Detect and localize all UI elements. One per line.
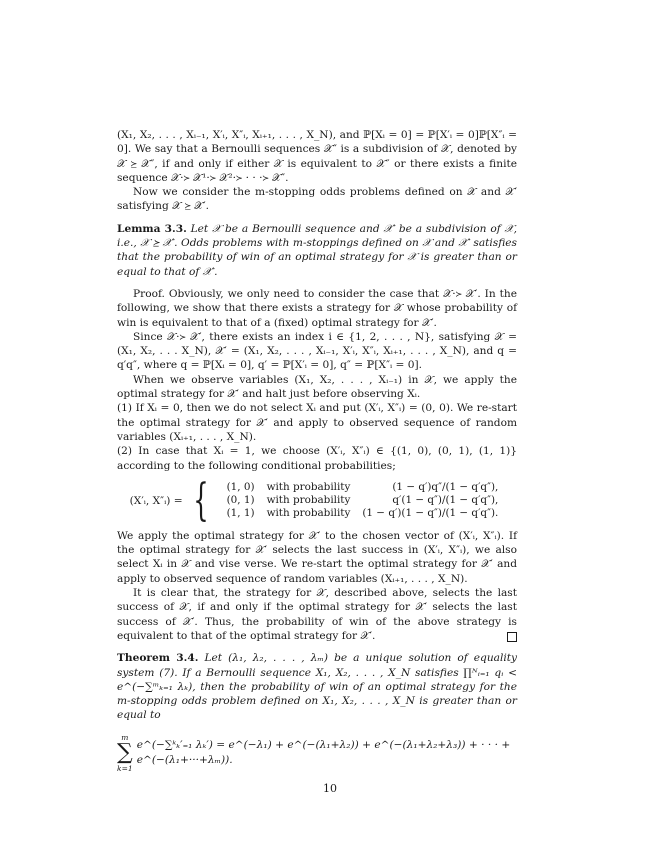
sum-lower-limit: k=1 [117,763,133,773]
theorem-3-4 [117,651,517,722]
proof-paragraph-conclusion [117,586,517,643]
equation-body: e^(−∑ᵏₖ′₌₁ λₖ′) = e^(−λ₁) + e^(−(λ₁+λ₂)) + e^(−(λ₁+λ₂+λ₃)) + · · · + e^(−(λ₁+···+λₘ)). [136,739,511,766]
theorem-label: Theorem 3.4. [117,652,199,665]
conditional-probabilities-cases [117,474,517,526]
page-body [117,128,517,777]
cases-table [221,481,505,520]
page-number: 10 [323,782,337,795]
case-probability: (1 − q′)(1 − q″)/(1 − q′q″). [362,507,499,520]
sum-upper-limit: m [121,732,129,742]
case-probability: q′(1 − q″)/(1 − q′q″), [392,494,499,507]
proof-case-2: (2) In case that Xᵢ = 1, we choose (X′ᵢ, X″ᵢ) ∈ {(1, 0), (0, 1), (1, 1)} according to the following conditional probabilities; [117,445,517,472]
cases-lhs: (X′ᵢ, X″ᵢ) = [129,494,183,507]
case-word: with probability [266,507,351,520]
proof-paragraph-1: Proof. Obviously, we only need to consider the case that 𝒳·≻ 𝒳′. In the following, we show that there exists a strategy for 𝒳 whose probability of win is equivalent to that of a (fixed) optimal strategy for 𝒳′. [117,287,517,329]
theorem-text: Let (λ₁, λ₂, . . . , λₘ) be a unique solution of equality system (7). If a Bernoulli sequence X₁, X₂, . . . , X_N satisfies ∏ᴺᵢ₌₁ qᵢ < e^(−∑ᵐₖ₌₁ λₖ), then the probability of win of an optimal strategy for the m-stopping odds problem defined on X₁, X₂, . . . , X_N is greater than or equal to [117,652,517,722]
proof-paragraph-2: Since 𝒳·≻ 𝒳′, there exists an index i ∈ {1, 2, . . . , N}, satisfying 𝒳 = (X₁, X₂, . . . X_N), 𝒳′ = (X₁, X₂, . . . , Xᵢ₋₁, X′ᵢ, X″ᵢ, Xᵢ₊₁, . . . , X_N), and q = q′q″, where q = ℙ[Xᵢ = 0], q′ = ℙ[X′ᵢ = 0], q″ = ℙ[X″ᵢ = 0]. [117,330,517,372]
lemma-3-3 [117,222,517,279]
proof-case-1: (1) If Xᵢ = 0, then we do not select Xᵢ and put (X′ᵢ, X″ᵢ) = (0, 0). We re-start the optimal strategy for 𝒳′ and apply to observed sequence of random variables (Xᵢ₊₁, . . . , X_N). [117,402,517,443]
case-value: (0, 1) [226,494,255,507]
case-value: (1, 1) [226,507,255,520]
lemma-label: Lemma 3.3. [117,222,187,235]
case-row [221,494,505,507]
paragraph-intro-m-stopping: Now we consider the m-stopping odds problems defined on 𝒳 and 𝒳′ satisfying 𝒳 ⪰ 𝒳′. [117,186,517,213]
case-word: with probability [266,481,351,494]
proof-paragraph-apply: We apply the optimal strategy for 𝒳′ to the chosen vector of (X′ᵢ, X″ᵢ). If the optimal strategy for 𝒳′ selects the last success in (X′ᵢ, X″ᵢ), we also select Xᵢ in 𝒳 and vise verse. We re-start the optimal strategy for 𝒳′ and apply to observed sequence of random variables (Xᵢ₊₁, . . . , X_N). [117,529,517,585]
lemma-text: Let 𝒳 be a Bernoulli sequence and 𝒳′ be a subdivision of 𝒳, i.e., 𝒳 ⪰ 𝒳′. Odds problems with m-stoppings defined on 𝒳 and 𝒳′ satisfies that the probability of win of an optimal strategy for 𝒳 is greater than or equal to that of 𝒳′. [117,222,517,278]
proof-conclusion-text: It is clear that, the strategy for 𝒳, described above, selects the last success of 𝒳, if and only if the optimal strategy for 𝒳′ selects the last success of 𝒳′. Thus, the probability of win of the above strategy is equivalent to that of the optimal strategy for 𝒳′. [117,587,517,642]
case-row [221,481,505,494]
left-brace: { [192,474,209,526]
display-equation [117,733,517,773]
case-probability: (1 − q′)q″/(1 − q′q″), [392,481,499,494]
case-value: (1, 0) [226,481,255,494]
case-row [221,507,505,520]
proof-paragraph-3: When we observe variables (X₁, X₂, . . . , Xᵢ₋₁) in 𝒳, we apply the optimal strategy for 𝒳′ and halt just before observing Xᵢ. [117,373,517,401]
sigma-icon: ∑ [117,739,133,765]
paragraph-subdivision-definition: (X₁, X₂, . . . , Xᵢ₋₁, X′ᵢ, X″ᵢ, Xᵢ₊₁, . . . , X_N), and ℙ[Xᵢ = 0] = ℙ[X′ᵢ = 0]ℙ[X″ᵢ = 0]. We say that a Bernoulli sequences 𝒳″ is a subdivision of 𝒳, denoted by 𝒳 ⪰ 𝒳″, if and only if either 𝒳 is equivalent to 𝒳″ or there exists a finite sequence 𝒳·≻ 𝒳¹·≻ 𝒳²·≻ · · ·≻ 𝒳″. [117,129,517,184]
summation-symbol [117,733,133,773]
case-word: with probability [266,494,351,507]
qed-square-icon [507,632,517,642]
